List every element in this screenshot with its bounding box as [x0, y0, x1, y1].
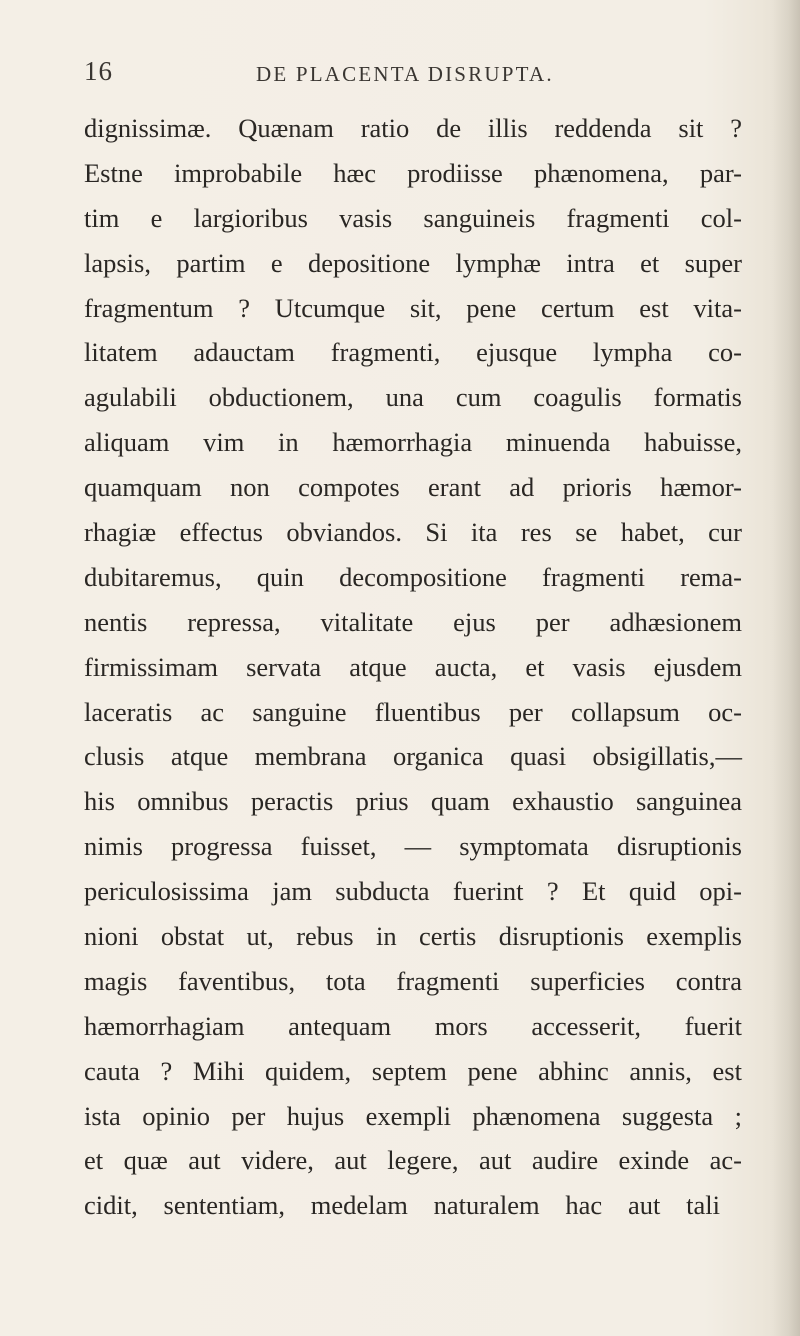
text-line: dubitaremus, quin decompositione fragmenti rema-: [84, 561, 742, 592]
text-line: periculosissima jam subducta fuerint ? Et quid opi-: [84, 876, 742, 907]
page-edge-shadow: [772, 0, 800, 1336]
text-line: tim e largioribus vasis sanguineis fragmenti col-: [84, 202, 742, 233]
text-line: hæmorrhagiam antequam mors accesserit, fuerit: [84, 1010, 742, 1041]
text-line: Estne improbabile hæc prodiisse phænomena, par-: [84, 157, 742, 188]
text-line: nioni obstat ut, rebus in certis disruptionis exemplis: [84, 921, 742, 952]
text-line: agulabili obductionem, una cum coagulis formatis: [84, 382, 742, 413]
text-line: aliquam vim in hæmorrhagia minuenda habuisse,: [84, 427, 742, 458]
page-number: 16: [84, 56, 113, 86]
text-line: cidit, sententiam, medelam naturalem hac aut tali: [84, 1190, 720, 1221]
running-title: DE PLACENTA DISRUPTA.: [256, 62, 554, 86]
text-line: ista opinio per hujus exempli phænomena suggesta ;: [84, 1100, 742, 1131]
text-line: rhagiæ effectus obviandos. Si ita res se habet, cur: [84, 517, 742, 548]
text-line: fragmentum ? Utcumque sit, pene certum est vita-: [84, 292, 742, 323]
text-line: firmissimam servata atque aucta, et vasis ejusdem: [84, 651, 742, 682]
text-line: nimis progressa fuisset, — symptomata disruptionis: [84, 831, 742, 862]
text-line: laceratis ac sanguine fluentibus per collapsum oc-: [84, 696, 742, 727]
text-line: et quæ aut videre, aut legere, aut audire exinde ac-: [84, 1145, 742, 1176]
text-line: nentis repressa, vitalitate ejus per adhæsionem: [84, 606, 742, 637]
text-line: lapsis, partim e depositione lymphæ intra et super: [84, 247, 742, 278]
text-line: magis faventibus, tota fragmenti superficies contra: [84, 965, 742, 996]
running-head: [84, 56, 724, 96]
text-line: litatem adauctam fragmenti, ejusque lympha co-: [84, 337, 742, 368]
text-line: clusis atque membrana organica quasi obsigillatis,—: [84, 741, 742, 772]
text-line: his omnibus peractis prius quam exhaustio sanguinea: [84, 786, 742, 817]
text-line: quamquam non compotes erant ad prioris hæmor-: [84, 472, 742, 503]
body-text: [84, 106, 742, 1228]
text-line: cauta ? Mihi quidem, septem pene abhinc annis, est: [84, 1055, 742, 1086]
text-line: dignissimæ. Quænam ratio de illis reddenda sit ?: [84, 113, 742, 143]
